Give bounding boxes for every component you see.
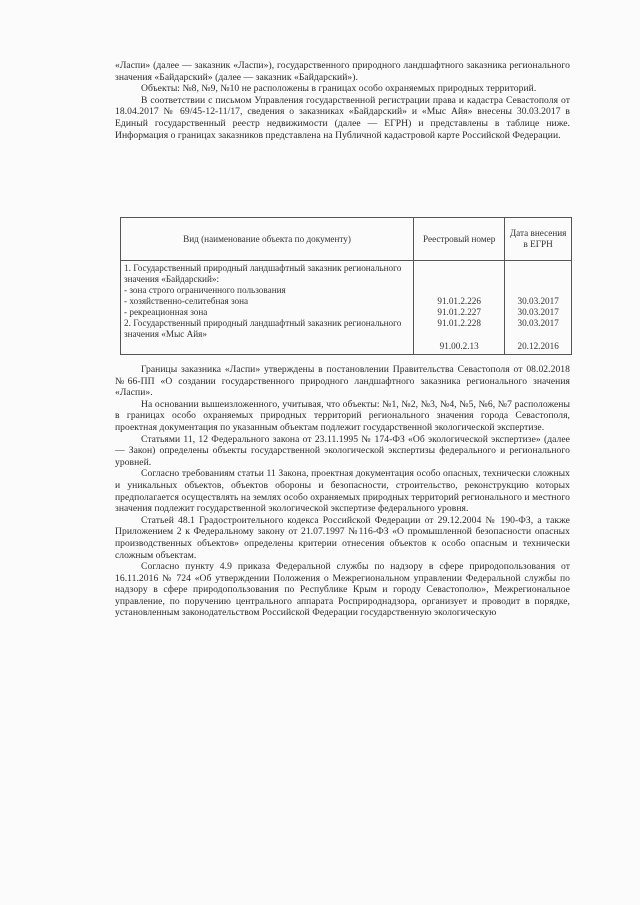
header-object-name: Вид (наименование объекта по документу) <box>121 218 414 261</box>
table-header-row <box>121 218 572 261</box>
registry-number: 91.01.2.226 <box>437 296 481 306</box>
cell-registry-numbers <box>414 261 505 355</box>
cell-object-names <box>121 261 414 355</box>
registry-table <box>120 217 572 355</box>
cell-dates <box>505 261 572 355</box>
paragraph-laspi-continued: «Ласпи» (далее — заказник «Ласпи»), государственного природного ландшафтного заказника регионального значения «Байдарский» (далее — заказник «Байдарский»). <box>115 60 570 83</box>
paragraph-order-724: Согласно пункту 4.9 приказа Федеральной службы по надзору в сфере природопользования от 16.11.2016 № 724 «Об утверждении Положения о Межрегиональном управлении Федеральной службы по надзору в сфере природопользования по Республике Крым и городу Севастополю», Межрегиональное управление, по поручению центрального аппарата Росприроднадзора, организует и проводит в порядке, установленным законодательством Российской Федерации государственную экологическую <box>115 561 570 619</box>
paragraph-article-11: Согласно требованиям статьи 11 Закона, проектная документация особо опасных, технически сложных и уникальных объектов, объектов обороны и безопасности, строительство, реконструкцию которых предполагается осуществлять на землях особо охраняемых природных территорий регионального и местного значения подлежит государственной экологической экспертизе федерального уровня. <box>115 468 570 515</box>
registry-number: 91.00.2.13 <box>439 341 479 351</box>
paragraph-article-48: Статьей 48.1 Градостроительного кодекса Российской Федерации от 29.12.2004 № 190-ФЗ, а также Приложением 2 к Федеральному закону от 21.07.1997 №116-ФЗ «О промышленной безопасности опасных производственных объектов» определены критерии отнесения объектов к особо опасным и технически сложным объектам. <box>115 514 570 561</box>
name-line: - зона строго ограниченного пользования <box>124 285 286 295</box>
top-text-block <box>115 60 570 141</box>
name-line: - рекреационная зона <box>124 307 208 317</box>
egrn-date: 20.12.2016 <box>517 341 559 351</box>
egrn-date: 30.03.2017 <box>517 296 559 306</box>
paragraph-registry-letter: В соответствии с письмом Управления государственной регистрации права и кадастра Севастополя от 18.04.2017 № 69/45-12-11/17, сведения о заказниках «Байдарский» и «Мыс Айя» внесены 30.03.2017 в Единый государственный реестр недвижимости (далее — ЕГРН) и представлены в таблице ниже. Информация о границах заказников представлена на Публичной кадастровой карте Российской Федерации. <box>115 94 570 141</box>
name-line: - хозяйственно-селитебная зона <box>124 296 249 306</box>
paragraph-objects-8-10: Объекты: №8, №9, №10 не расположены в границах особо охраняемых природных территорий. <box>141 83 537 95</box>
name-line: 1. Государственный природный ландшафтный заказник регионального значения «Байдарский»: <box>124 263 402 284</box>
name-line: 2. Государственный природный ландшафтный заказник регионального значения «Мыс Айя» <box>124 318 402 339</box>
bottom-text-block <box>115 364 570 619</box>
paragraph-conclusion: На основании вышеизложенного, учитывая, что объекты: №1, №2, №3, №4, №5, №6, №7 расположены в границах особо охраняемых природных территорий регионального значения города Севастополя, проектная документация по указанным объектам подлежит государственной экологической экспертизе. <box>115 398 570 433</box>
header-egrn-date: Дата внесения в ЕГРН <box>505 218 572 261</box>
egrn-date: 30.03.2017 <box>517 307 559 317</box>
registry-number: 91.01.2.228 <box>437 318 481 328</box>
egrn-date: 30.03.2017 <box>517 318 559 328</box>
registry-number: 91.01.2.227 <box>437 307 481 317</box>
paragraph-law-articles: Статьями 11, 12 Федерального закона от 23.11.1995 № 174-ФЗ «Об экологической экспертизе» (далее — Закон) определены объекты государственной экологической экспертизы федерального и регионального уровней. <box>115 433 570 468</box>
paragraph-laspi-boundaries: Границы заказника «Ласпи» утверждены в постановлении Правительства Севастополя от 08.02.2018 №66-ПП «О создании государственного природного ландшафтного заказника регионального значения «Ласпи». <box>115 364 570 399</box>
header-registry-number: Реестровый номер <box>414 218 505 261</box>
table-row <box>121 261 572 355</box>
